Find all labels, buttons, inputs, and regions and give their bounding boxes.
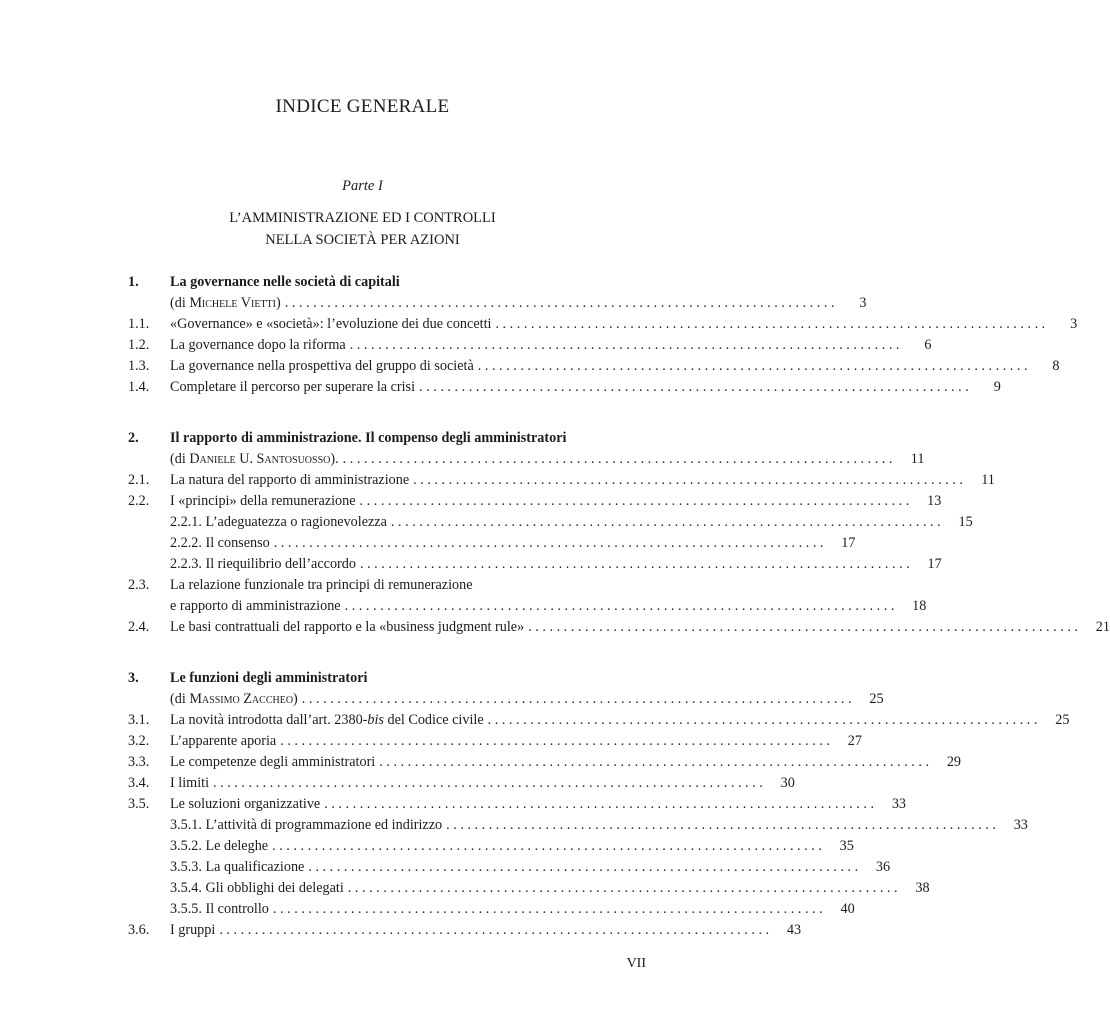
- section-title: I gruppi: [170, 922, 216, 938]
- section-number: 3.3.: [128, 754, 150, 770]
- page-number: 30: [780, 775, 795, 791]
- part-label: Parte I: [342, 178, 383, 194]
- page-number: 27: [847, 733, 862, 749]
- chapter-title: La governance nelle società di capitali: [170, 274, 400, 290]
- toc-subentry[interactable]: [128, 878, 930, 899]
- toc-entry[interactable]: [128, 752, 962, 773]
- leader-dots: [360, 554, 910, 575]
- section-title: La governance dopo la riforma: [170, 337, 346, 353]
- leader-dots: [478, 356, 1028, 377]
- section-title: La relazione funzionale tra principi di remunerazione: [170, 577, 473, 593]
- table-of-contents: [128, 272, 1110, 941]
- toc-subentry[interactable]: [128, 857, 891, 878]
- section-number: 2.3.: [128, 577, 150, 593]
- page-number: 6: [924, 337, 932, 353]
- section-title: I «principi» della remunerazione: [170, 493, 356, 509]
- leader-dots: [273, 899, 823, 920]
- toc-entry[interactable]: [128, 377, 1001, 398]
- leader-dots: [302, 689, 852, 710]
- page-number: 18: [912, 598, 927, 614]
- page-folio: VII: [626, 956, 646, 971]
- chapter-author-line[interactable]: [128, 293, 867, 314]
- section-title: «Governance» e «società»: l’evoluzione dei due concetti: [170, 316, 492, 332]
- section-title: La natura del rapporto di amministrazione: [170, 472, 410, 488]
- leader-dots: [391, 512, 941, 533]
- section-number: 1.1.: [128, 316, 150, 332]
- chapter-heading[interactable]: [128, 428, 646, 449]
- section-title: Le competenze degli amministratori: [170, 754, 376, 770]
- toc-subentry[interactable]: [128, 512, 973, 533]
- leader-dots: [219, 920, 769, 941]
- toc-entry[interactable]: [128, 617, 1110, 638]
- page-number: 33: [891, 796, 906, 812]
- chapter-number: 2.: [128, 430, 139, 446]
- subsection-title: 3.5.3. La qualificazione: [170, 859, 305, 875]
- chapter-heading[interactable]: [128, 668, 646, 689]
- chapter-number: 1.: [128, 274, 139, 290]
- part-title-line-2: NELLA SOCIETÀ PER AZIONI: [265, 232, 460, 248]
- leader-dots: [274, 533, 824, 554]
- leader-dots: [343, 449, 893, 470]
- subsection-title: 2.2.2. Il consenso: [170, 535, 270, 551]
- subsection-title: 3.5.4. Gli obblighi dei delegati: [170, 880, 344, 896]
- chapter-author: (di Massimo Zaccheo): [170, 691, 298, 707]
- page-title: INDICE GENERALE: [275, 96, 450, 117]
- section-title: Le soluzioni organizzative: [170, 796, 321, 812]
- leader-dots: [324, 794, 874, 815]
- toc-entry[interactable]: [128, 710, 1070, 731]
- toc-entry[interactable]: [128, 920, 802, 941]
- chapter-title: Le funzioni degli amministratori: [170, 670, 368, 686]
- leader-dots: [350, 335, 900, 356]
- toc-entry[interactable]: [128, 491, 942, 512]
- page-number: 11: [981, 472, 995, 488]
- leader-dots: [413, 470, 963, 491]
- subsection-title: 2.2.1. L’adeguatezza o ragionevolezza: [170, 514, 387, 530]
- page-number: 17: [841, 535, 856, 551]
- chapter-author-line[interactable]: [128, 689, 884, 710]
- section-number: 3.4.: [128, 775, 150, 791]
- leader-dots: [360, 491, 910, 512]
- section-title: La novità introdotta dall’art. 2380-bis del Codice civile: [170, 712, 484, 728]
- page-number: 8: [1052, 358, 1060, 374]
- toc-entry[interactable]: [128, 794, 906, 815]
- section-number: 3.1.: [128, 712, 150, 728]
- section-number: 2.1.: [128, 472, 150, 488]
- subsection-title: 2.2.3. Il riequilibrio dell’accordo: [170, 556, 356, 572]
- chapter-title: Il rapporto di amministrazione. Il compenso degli amministratori: [170, 430, 567, 446]
- section-number: 3.5.: [128, 796, 150, 812]
- chapter-author: (di Michele Vietti): [170, 295, 281, 311]
- page-number: 13: [927, 493, 942, 509]
- section-title: La governance nella prospettiva del gruppo di società: [170, 358, 474, 374]
- section-number: 3.6.: [128, 922, 150, 938]
- chapter-heading[interactable]: [128, 272, 646, 293]
- section-title-continuation: e rapporto di amministrazione: [170, 598, 341, 614]
- toc-entry[interactable]: [128, 470, 995, 491]
- toc-subentry[interactable]: [128, 836, 854, 857]
- subsection-title: 3.5.5. Il controllo: [170, 901, 269, 917]
- chapter-number: 3.: [128, 670, 139, 686]
- section-title: Completare il percorso per superare la crisi: [170, 379, 416, 395]
- page-number: 29: [946, 754, 962, 770]
- section-number: 1.2.: [128, 337, 150, 353]
- toc-entry[interactable]: [128, 314, 1078, 335]
- section-title: I limiti: [170, 775, 210, 791]
- section-title: L’apparente aporia: [170, 733, 277, 749]
- page-number: 35: [839, 838, 854, 854]
- page-number: 15: [958, 514, 973, 530]
- leader-dots: [495, 314, 1045, 335]
- leader-dots: [213, 773, 763, 794]
- toc-entry[interactable]: [128, 575, 646, 596]
- leader-dots: [280, 731, 830, 752]
- toc-subentry[interactable]: [128, 815, 1028, 836]
- section-number: 1.3.: [128, 358, 150, 374]
- page-number: 9: [993, 379, 1001, 395]
- page-number: 3: [859, 295, 867, 311]
- toc-entry[interactable]: [128, 356, 1060, 377]
- section-title: Le basi contrattuali del rapporto e la «business judgment rule»: [170, 619, 525, 635]
- leader-dots: [446, 815, 996, 836]
- leader-dots: [379, 752, 929, 773]
- page-number: 25: [1055, 712, 1070, 728]
- toc-entry[interactable]: [128, 773, 795, 794]
- subsection-title: 3.5.1. L’attività di programmazione ed indirizzo: [170, 817, 443, 833]
- leader-dots: [345, 596, 895, 617]
- toc-subentry[interactable]: [128, 554, 942, 575]
- leader-dots: [348, 878, 898, 899]
- leader-dots: [419, 377, 969, 398]
- section-number: 1.4.: [128, 379, 150, 395]
- page-number: 21: [1095, 619, 1110, 635]
- leader-dots: [272, 836, 822, 857]
- page-number: 40: [840, 901, 855, 917]
- leader-dots: [285, 293, 835, 314]
- toc-entry[interactable]: [128, 731, 862, 752]
- leader-dots: [488, 710, 1038, 731]
- page-number: 38: [915, 880, 930, 896]
- page-number: 11: [910, 451, 925, 467]
- page-number: 36: [875, 859, 891, 875]
- part-title-line-1: L’AMMINISTRAZIONE ED I CONTROLLI: [229, 210, 496, 226]
- page-number: 33: [1013, 817, 1028, 833]
- section-number: 2.4.: [128, 619, 150, 635]
- toc-subentry[interactable]: [128, 533, 856, 554]
- page-number: 3: [1070, 316, 1078, 332]
- leader-dots: [528, 617, 1078, 638]
- section-number: 3.2.: [128, 733, 150, 749]
- part-title: [0, 207, 725, 251]
- toc-entry-continuation[interactable]: [128, 596, 927, 617]
- leader-dots: [308, 857, 858, 878]
- section-number: 2.2.: [128, 493, 150, 509]
- subsection-title: 3.5.2. Le deleghe: [170, 838, 269, 854]
- toc-entry[interactable]: [128, 335, 932, 356]
- chapter-author: (di Daniele U. Santosuosso).: [170, 451, 339, 467]
- page-number: 17: [927, 556, 942, 572]
- page-number: 43: [786, 922, 802, 938]
- toc-subentry[interactable]: [128, 899, 855, 920]
- chapter-author-line[interactable]: [128, 449, 925, 470]
- page-number: 25: [869, 691, 884, 707]
